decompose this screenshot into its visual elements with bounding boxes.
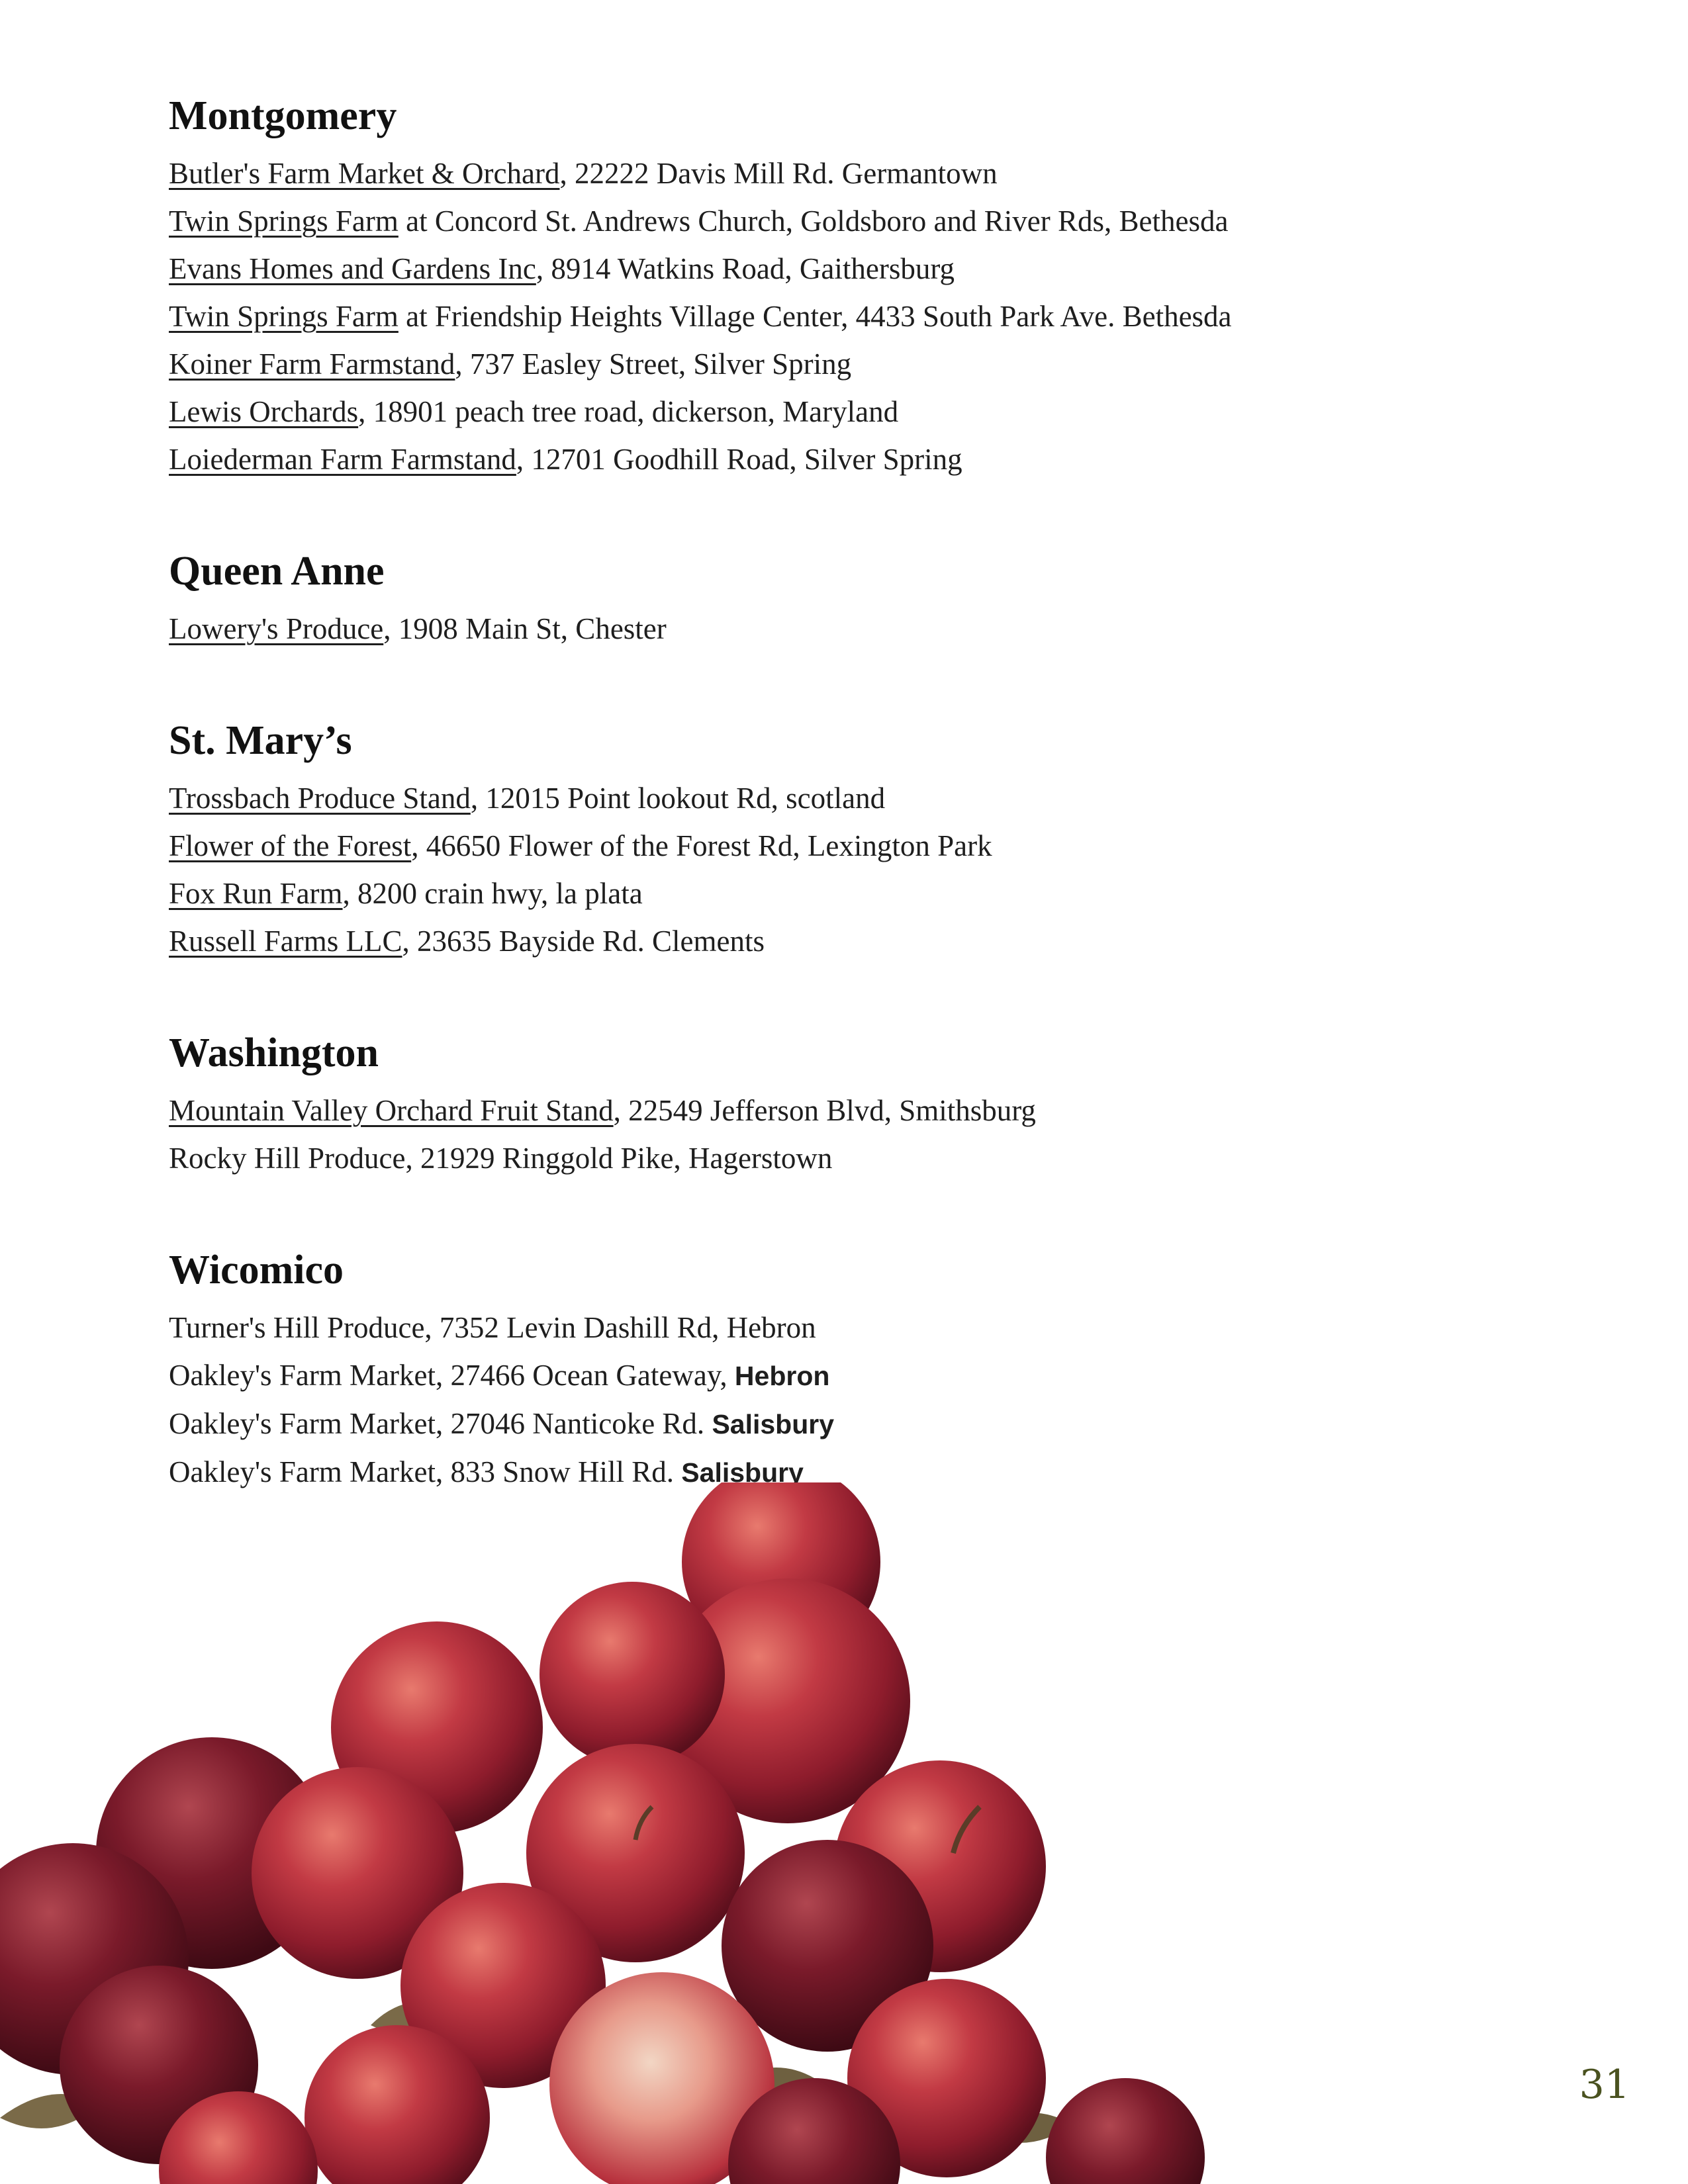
farm-text: Oakley's Farm Market, 833 Snow Hill Rd. bbox=[169, 1455, 682, 1488]
farm-address: at Concord St. Andrews Church, Goldsboro and River Rds, Bethesda bbox=[398, 205, 1229, 238]
section-montgomery bbox=[169, 86, 1526, 483]
list-item bbox=[169, 150, 1526, 197]
list-item bbox=[169, 1087, 1526, 1134]
farm-address: at Friendship Heights Village Center, 4433 South Park Ave. Bethesda bbox=[398, 300, 1232, 333]
list-item bbox=[169, 435, 1526, 483]
list-item bbox=[169, 1400, 1526, 1448]
list-item bbox=[169, 1304, 1526, 1351]
list-item bbox=[169, 197, 1526, 245]
farm-link[interactable]: Loiederman Farm Farmstand bbox=[169, 443, 516, 476]
farm-address: , 22549 Jefferson Blvd, Smithsburg bbox=[613, 1094, 1036, 1127]
list-item bbox=[169, 870, 1526, 917]
farm-link[interactable]: Butler's Farm Market & Orchard bbox=[169, 157, 560, 190]
farm-link[interactable]: Trossbach Produce Stand bbox=[169, 782, 471, 815]
list-item bbox=[169, 605, 1526, 653]
apple-pile-image bbox=[0, 1482, 1205, 2184]
farm-address: , 46650 Flower of the Forest Rd, Lexington Park bbox=[411, 829, 992, 862]
farm-address: , 12015 Point lookout Rd, scotland bbox=[470, 782, 886, 815]
farm-text: Turner's Hill Produce, 7352 Levin Dashill Rd, Hebron bbox=[169, 1311, 816, 1344]
farm-address: , 22222 Davis Mill Rd. Germantown bbox=[559, 157, 998, 190]
farm-link[interactable]: Fox Run Farm bbox=[169, 877, 343, 910]
farm-address: , 737 Easley Street, Silver Spring bbox=[455, 347, 852, 381]
list-item bbox=[169, 1134, 1526, 1182]
list-item bbox=[169, 774, 1526, 822]
section-washington bbox=[169, 1023, 1526, 1182]
list-item bbox=[169, 245, 1526, 293]
section-title: Washington bbox=[169, 1030, 379, 1075]
section-title: Montgomery bbox=[169, 93, 397, 138]
section-wicomico bbox=[169, 1240, 1526, 1496]
farm-text: Oakley's Farm Market, 27046 Nanticoke Rd. bbox=[169, 1407, 712, 1440]
section-title: St. Mary’s bbox=[169, 718, 352, 763]
city-bold: Salisbury bbox=[712, 1409, 835, 1439]
section-title: Queen Anne bbox=[169, 549, 385, 594]
farm-link[interactable]: Twin Springs Farm bbox=[169, 205, 399, 238]
farm-link[interactable]: Lowery's Produce bbox=[169, 612, 384, 645]
farm-link[interactable]: Evans Homes and Gardens Inc bbox=[169, 252, 536, 285]
farm-address: , 23635 Bayside Rd. Clements bbox=[402, 925, 765, 958]
page-number: 31 bbox=[1579, 2062, 1630, 2108]
list-item bbox=[169, 822, 1526, 870]
city-bold: Hebron bbox=[734, 1361, 830, 1391]
list-item bbox=[169, 388, 1526, 435]
list-item bbox=[169, 293, 1526, 340]
directory-content bbox=[169, 86, 1526, 1555]
farm-link[interactable]: Russell Farms LLC bbox=[169, 925, 402, 958]
city-bold: Salisbury bbox=[681, 1457, 804, 1488]
farm-link[interactable]: Koiner Farm Farmstand bbox=[169, 347, 455, 381]
farm-link[interactable]: Lewis Orchards bbox=[169, 395, 359, 428]
list-item bbox=[169, 340, 1526, 388]
farm-address: , 1908 Main St, Chester bbox=[383, 612, 667, 645]
farm-link[interactable]: Mountain Valley Orchard Fruit Stand bbox=[169, 1094, 614, 1127]
list-item bbox=[169, 1351, 1526, 1400]
farm-text: Rocky Hill Produce, 21929 Ringgold Pike, Hagerstown bbox=[169, 1142, 833, 1175]
section-st-marys bbox=[169, 711, 1526, 965]
section-queen-anne bbox=[169, 541, 1526, 653]
farm-text: Oakley's Farm Market, 27466 Ocean Gateway, bbox=[169, 1359, 735, 1392]
section-title: Wicomico bbox=[169, 1248, 344, 1293]
farm-address: , 12701 Goodhill Road, Silver Spring bbox=[516, 443, 962, 476]
farm-address: , 8200 crain hwy, la plata bbox=[342, 877, 643, 910]
farm-address: , 18901 peach tree road, dickerson, Maryland bbox=[358, 395, 899, 428]
farm-link[interactable]: Flower of the Forest bbox=[169, 829, 412, 862]
list-item bbox=[169, 917, 1526, 965]
farm-link[interactable]: Twin Springs Farm bbox=[169, 300, 399, 333]
farm-address: , 8914 Watkins Road, Gaithersburg bbox=[536, 252, 955, 285]
